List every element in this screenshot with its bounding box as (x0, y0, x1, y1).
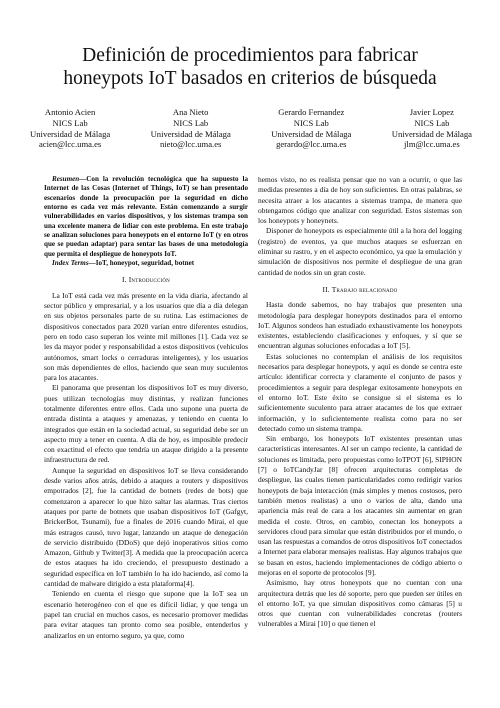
author-lab: NICS Lab (173, 117, 209, 128)
author-email: gerardo@lcc.uma.es (276, 139, 347, 150)
paragraph: Sin embargo, los honeypots IoT existentes presentan unas características interesantes. Al ser un campo reciente, la cantidad de soluciones es limitada, pero propuestas como IoTPOT [6], SIPHON [7] o IoTCandyJar [8] ofrecen arquitecturas completas de despliegue, las cuales tienen particularidades como redirigir varios honeypots de baja interacción (más simples y menos costosos, pero también menos realistas) a uno o varios de alta, dando una apariencia más real de cara a los atacantes sin aumentar en gran medida el coste. Otros, en cambio, conectan los honeypots a servidores cloud para simular que están distribuidos por el mundo, o usan las respuestas a comandos de otros dispositivos IoT conectados a Internet para elaborar mensajes realistas. Hay algunos trabajos que se basan en estos, haciendo implementaciones de código abierto o mejoras en el soporte de protocolos [9]. (258, 434, 462, 577)
paragraph: El panorama que presentan los dispositivos IoT es muy diverso, pues utilizan tecnologías muy distintas, y realizan funciones totalmente diferentes entre ellos. Cada uno supone una puerta de entrada distinta a ataques y amenazas, y teniendo en cuenta lo integrados que están en la sociedad actual, su seguridad debe ser un aspecto muy a tener en cuenta. A día de hoy, es imposible predecir con exactitud el efecto que tendría un ataque dirigido a la presente infraestructura de red. (44, 383, 248, 465)
author-email: jlm@lcc.uma.es (404, 139, 460, 150)
paragraph: hemos visto, no es realista pensar que no van a ocurrir, o que las medidas presentes a día de hoy son suficientes. En otras palabras, se necesita atraer a los atacantes a sistemas trampa, de manera que obtengamos código que analizar con seguridad. Estos sistemas son los honeypots y honeynets. (258, 175, 462, 226)
author-university: Universidad de Málaga (30, 128, 111, 139)
index-terms (44, 259, 248, 268)
paragraph: Aunque la seguridad en dispositivos IoT se lleva considerando desde varios años atrás, debido a ataques a routers y dispositivos empotrados [2], fue la cantidad de botnets (redes de bots) que comenzaron a aparecer lo que hizo saltar las alarmas. Tras ciertos ataques por parte de botnets que usaban dispositivos IoT (Gafgyt, BrickerBot, Tsunami), fue a finales de 2016 cuando Mirai, el que más estragos causó, tuvo lugar, lanzando un ataque de denegación de servicio distribuido (DDoS) que dejó inoperativos sitios como Amazon, Github y Twitter[3]. A medida que la preocupación acerca de estos ataques ha ido creciendo, el presupuesto destinado a seguridad específica en IoT también lo ha ido haciendo, así como la cantidad de malware dirigido a esta plataforma[4]. (44, 465, 248, 589)
paper-title-line1: Definición de procedimientos para fabricar (82, 45, 418, 66)
right-column (258, 175, 462, 630)
abstract-lead: Resumen— (52, 175, 87, 183)
author-name: Antonio Acien (44, 107, 96, 117)
paragraph: La IoT está cada vez más presente en la vida diaria, afectando al sector público y empresarial, y a los usuarios que día a día delegan en sus objetos personales parte de su rutina. Las estimaciones de dispositivos conectados para 2020 varían entre diferentes estudios, pero en todo caso superan los veinte mil millones [1]. Cada vez se les da mayor poder y responsabilidad a estos dispositivos (vehículos autónomos, smart locks o cerraduras inteligentes), y los usuarios son más dependientes de ellos, haciendo que sean muy suculentos para los atacantes. (44, 290, 248, 383)
paragraph: Hasta donde sabemos, no hay trabajos que presenten una metodología para desplegar honeypots destinados para el entorno IoT. Algunos sondeos han estudiado exhaustivamente los honeypots existentes, estableciendo clasificaciones y enfoques, y sí que se encuentran algunas soluciones enfocadas a IoT [5]. (258, 300, 462, 351)
paragraph: Disponer de honeypots es especialmente útil a la hora del logging (registro) de eventos, ya que muchos ataques se esfuerzan en eliminar su rastro, y en el aspecto económico, ya que la emulación y simulación de dispositivos nos permite el despliegue de una gran cantidad de nodos sin un gran coste. (258, 226, 462, 277)
author-1 (30, 107, 110, 150)
author-university: Universidad de Málaga (150, 128, 231, 139)
paper-title-line2: honeypots IoT basados en criterios de búsqueda (63, 68, 437, 89)
paragraph: Estas soluciones no contemplan el análisis de los requisitos necesarios para desplegar honeypots, y aquí es donde se centra este artículo: identificar correcta y claramente el conjunto de pasos y procedimientos a seguir para desplegar exitosamente honeypots en el entorno IoT. Este éxito se consigue si el sistema es lo suficientemente suculento para atraer atacantes de los que extraer información, y lo suficientemente realista como para no ser detectado como un sistema trampa. (258, 351, 462, 433)
paragraph: Asimismo, hay otros honeypots que no cuentan con una arquitectura detrás que les dé soporte, pero que pueden ser útiles en el entorno IoT, ya que simulan dispositivos como cámaras [5] u otros que cuentan con vulnerabilidades concretas (routers vulnerables a Mirai [10] o que tienen el (258, 578, 462, 629)
author-3 (271, 107, 351, 150)
section-heading-related: II. Trabajo relacionado (322, 284, 398, 294)
abstract (44, 175, 248, 259)
author-name: Ana Nieto (172, 107, 209, 117)
author-4 (392, 107, 472, 150)
section-heading-intro: I. Introducción (121, 275, 170, 285)
author-2 (151, 107, 231, 150)
author-name: Javier Lopez (409, 107, 454, 117)
author-university: Universidad de Málaga (271, 128, 352, 139)
paragraph: Teniendo en cuenta el riesgo que supone que la IoT sea un escenario heterogéneo con el que es difícil lidiar, y que tenga un papel tan crucial en muchos casos, es necesario promover medidas para evitar ataques tan pronto como sea posible, entenderlos y analizarlos en un entorno seguro, ya que, como (44, 589, 248, 640)
author-block (30, 107, 472, 150)
author-lab: NICS Lab (293, 117, 329, 128)
author-university: Universidad de Málaga (391, 128, 472, 139)
index-terms-text: —IoT, honeypot, seguridad, botnet (88, 259, 195, 268)
author-name: Gerardo Fernandez (278, 107, 345, 117)
author-lab: NICS Lab (414, 117, 450, 128)
author-email: nieto@lcc.uma.es (160, 139, 222, 150)
paper-title (0, 44, 500, 90)
abstract-text: Con la revolución tecnológica que ha supuesto la Internet de las Cosas (Internet of Things, IoT) se han presentado escenarios donde la preocupación por la seguridad en dicho entorno es cada vez más relevante. Están comenzando a surgir vulnerabilidades en varios dispositivos, y los sistemas trampa son una excelente manera de lidiar con este problema. En este trabajo se analizan soluciones para honeypots en el entorno IoT (y en otros que se puedan adaptar) para sentar las bases de una metodología que permita el despliegue de honeypots IoT. (44, 175, 248, 258)
left-column (44, 175, 248, 641)
index-terms-lead: Index Terms (52, 259, 89, 268)
author-email: acien@lcc.uma.es (38, 139, 102, 150)
author-lab: NICS Lab (52, 117, 88, 128)
